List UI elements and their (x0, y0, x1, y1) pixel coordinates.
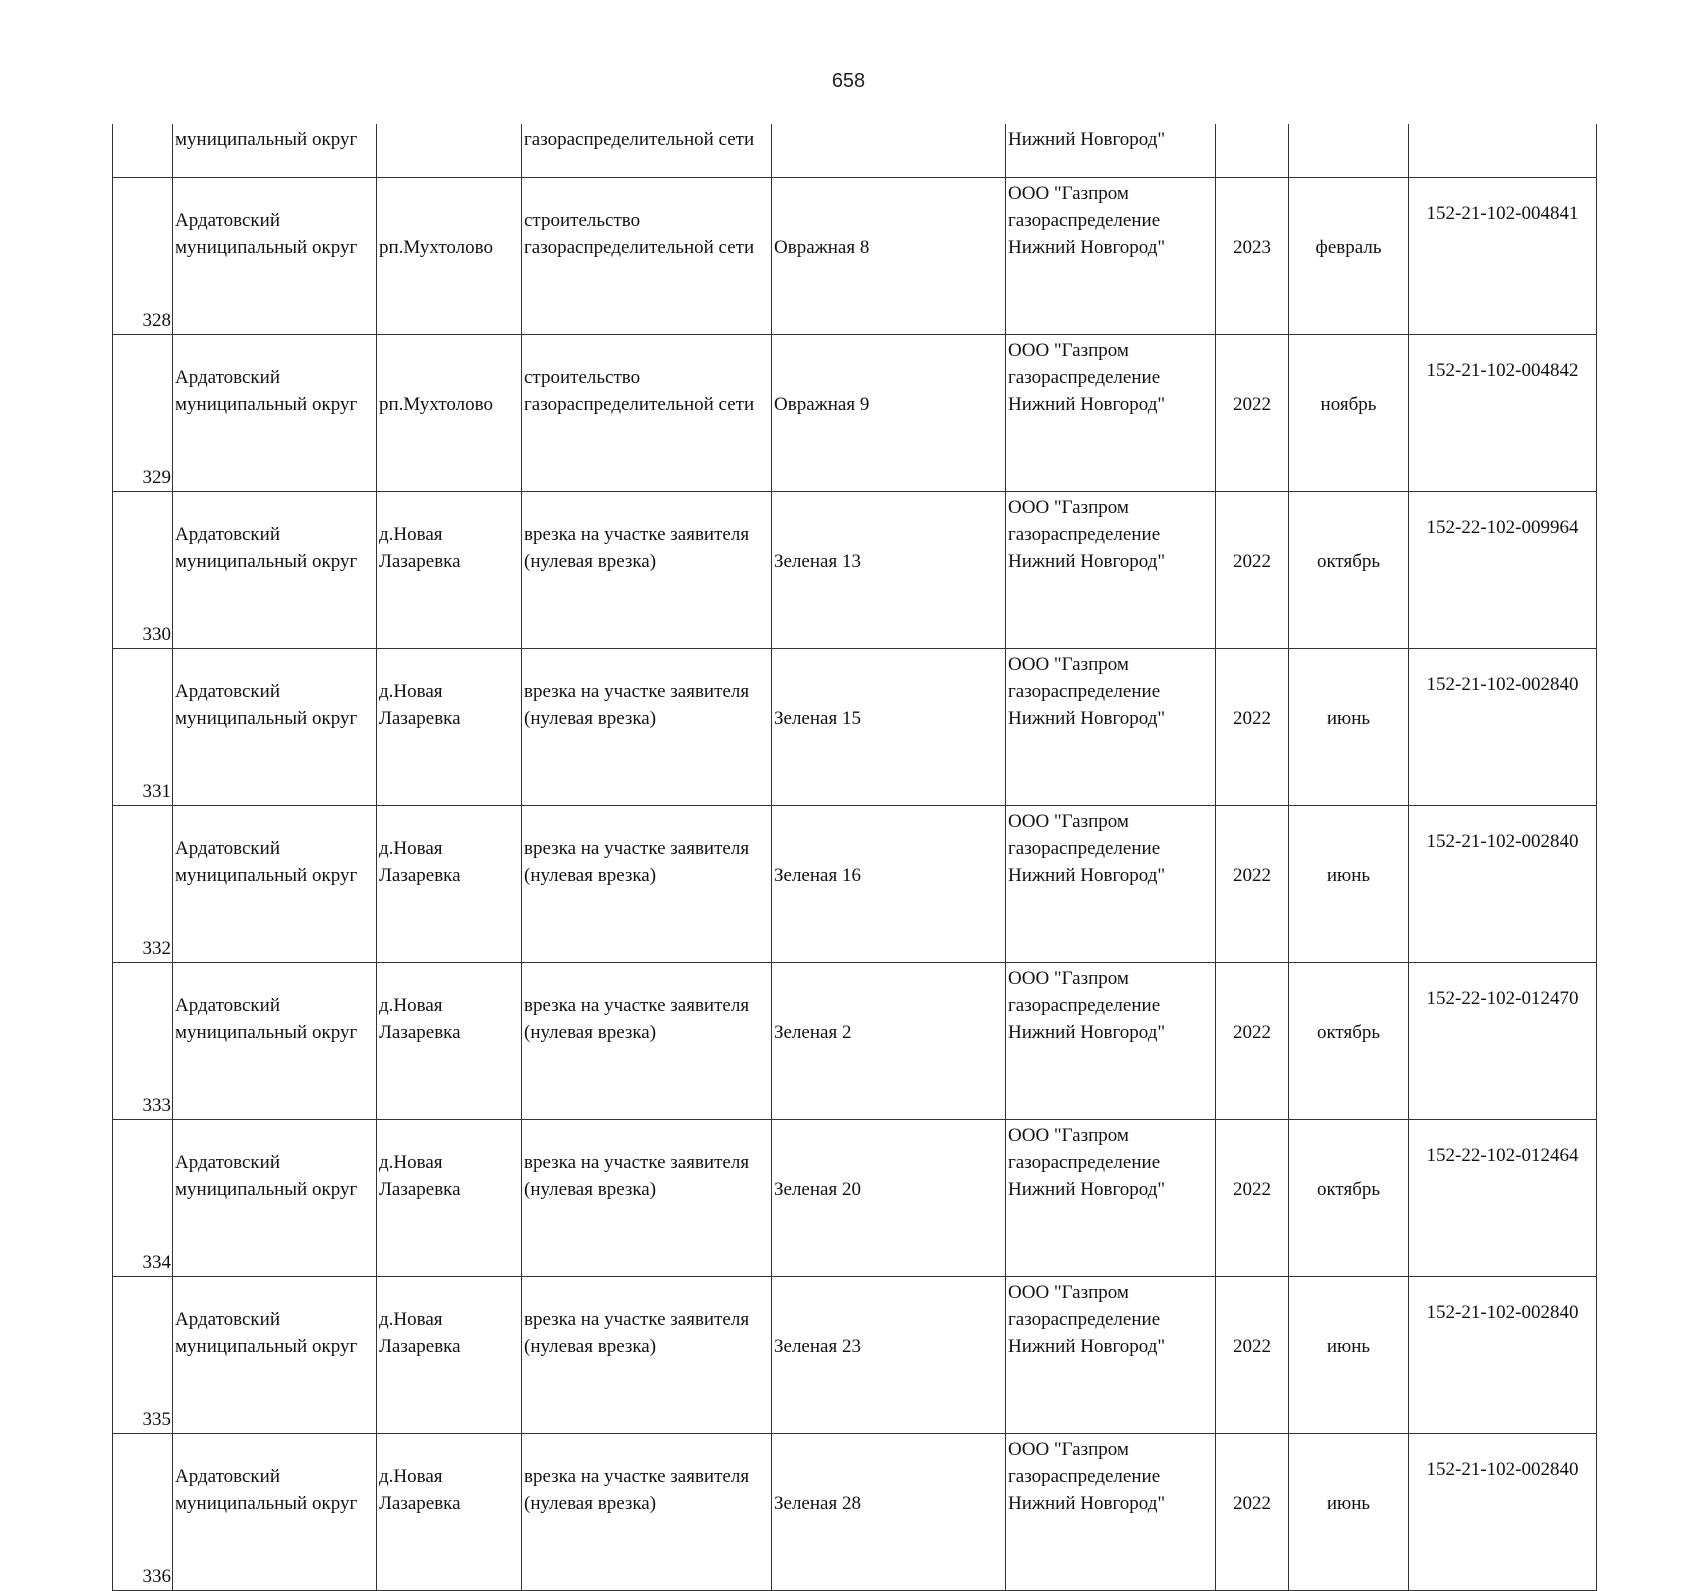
cell-settlement (377, 649, 522, 806)
cell-year: 2022 (1216, 492, 1289, 649)
cell-settlement-line: д.Новая (379, 524, 443, 545)
cell-work (522, 178, 772, 335)
cell-district-line: муниципальный округ (175, 1336, 358, 1357)
cell-work-line: (нулевая врезка) (524, 1493, 657, 1514)
cell-address: Зеленая 15 (772, 649, 1006, 806)
continuation-row (113, 124, 1597, 178)
cell-settlement-line: Лазаревка (379, 708, 461, 729)
cell-district-line: муниципальный округ (175, 1179, 358, 1200)
cell-owner (1006, 1120, 1216, 1277)
row-number: 335 (113, 1277, 173, 1434)
cell-work (522, 963, 772, 1120)
cell-owner-line: Нижний Новгород" (1008, 1493, 1166, 1514)
cell-work-line: врезка на участке заявителя (524, 1152, 750, 1173)
cell-work (522, 1434, 772, 1591)
cell-owner-line: Нижний Новгород" (1008, 1179, 1166, 1200)
cell-district-line: Ардатовский (175, 1466, 280, 1487)
cell-settlement (377, 1434, 522, 1591)
cell-work-line: строительство (524, 210, 641, 231)
cell-num (113, 124, 173, 178)
cell-year: 2022 (1216, 335, 1289, 492)
cell-work: газораспределительной сети (522, 124, 772, 178)
cell-month: июнь (1289, 806, 1409, 963)
cell-work-line: (нулевая врезка) (524, 1336, 657, 1357)
cell-work-line: врезка на участке заявителя (524, 1309, 750, 1330)
cell-work-line: (нулевая врезка) (524, 1179, 657, 1200)
cell-code: 152-21-102-002840 (1409, 649, 1597, 806)
cell-owner (1006, 1277, 1216, 1434)
row-number: 336 (113, 1434, 173, 1591)
cell-owner-line: ООО "Газпром (1008, 968, 1129, 989)
row-number: 334 (113, 1120, 173, 1277)
cell-month: октябрь (1289, 492, 1409, 649)
cell-month (1289, 124, 1409, 178)
cell-work-line: (нулевая врезка) (524, 708, 657, 729)
cell-district-line: Ардатовский (175, 1152, 280, 1173)
cell-settlement (377, 124, 522, 178)
cell-district-line: Ардатовский (175, 838, 280, 859)
row-number: 329 (113, 335, 173, 492)
cell-owner-line: газораспределение (1008, 838, 1161, 859)
cell-address: Зеленая 23 (772, 1277, 1006, 1434)
cell-settlement-line: Лазаревка (379, 551, 461, 572)
register-table (112, 124, 1597, 1591)
row-number: 331 (113, 649, 173, 806)
cell-month: ноябрь (1289, 335, 1409, 492)
cell-owner-line: газораспределение (1008, 995, 1161, 1016)
cell-owner-line: ООО "Газпром (1008, 1282, 1129, 1303)
table-row (113, 806, 1597, 963)
cell-work (522, 1120, 772, 1277)
cell-address: Овражная 8 (772, 178, 1006, 335)
cell-district (173, 806, 377, 963)
cell-owner-line: газораспределение (1008, 681, 1161, 702)
table-row (113, 649, 1597, 806)
cell-owner (1006, 178, 1216, 335)
cell-settlement-line: Лазаревка (379, 1179, 461, 1200)
cell-district: муниципальный округ (173, 124, 377, 178)
cell-district-line: Ардатовский (175, 995, 280, 1016)
cell-work-line: газораспределительной сети (524, 237, 755, 258)
cell-owner-line: газораспределение (1008, 1466, 1161, 1487)
cell-district (173, 649, 377, 806)
cell-settlement-line: д.Новая (379, 681, 443, 702)
cell-owner-line: газораспределение (1008, 210, 1161, 231)
cell-district (173, 335, 377, 492)
cell-settlement-line: рп.Мухтолово (379, 237, 493, 258)
cell-settlement-line: д.Новая (379, 1466, 443, 1487)
cell-owner-line: Нижний Новгород" (1008, 551, 1166, 572)
cell-work-line: врезка на участке заявителя (524, 681, 750, 702)
cell-district-line: Ардатовский (175, 681, 280, 702)
cell-settlement-line: д.Новая (379, 838, 443, 859)
cell-owner-line: ООО "Газпром (1008, 340, 1129, 361)
table-body (113, 124, 1597, 1591)
cell-owner-line: Нижний Новгород" (1008, 865, 1166, 886)
cell-work-line: газораспределительной сети (524, 394, 755, 415)
cell-work-line: врезка на участке заявителя (524, 995, 750, 1016)
cell-code: 152-22-102-012470 (1409, 963, 1597, 1120)
cell-district-line: муниципальный округ (175, 1493, 358, 1514)
cell-work (522, 335, 772, 492)
cell-owner: Нижний Новгород" (1006, 124, 1216, 178)
cell-year: 2022 (1216, 1434, 1289, 1591)
cell-work-line: врезка на участке заявителя (524, 524, 750, 545)
cell-owner-line: газораспределение (1008, 367, 1161, 388)
cell-settlement-line (379, 364, 519, 391)
cell-month: июнь (1289, 1434, 1409, 1591)
cell-work-line: (нулевая врезка) (524, 1022, 657, 1043)
cell-owner-line: ООО "Газпром (1008, 1125, 1129, 1146)
cell-month: октябрь (1289, 963, 1409, 1120)
cell-owner-line: Нижний Новгород" (1008, 1022, 1166, 1043)
cell-owner-line: Нижний Новгород" (1008, 394, 1166, 415)
cell-owner-line: газораспределение (1008, 524, 1161, 545)
cell-settlement-line: Лазаревка (379, 1336, 461, 1357)
cell-month: июнь (1289, 649, 1409, 806)
cell-settlement-line: д.Новая (379, 1152, 443, 1173)
cell-settlement-line (379, 207, 519, 234)
cell-address: Зеленая 2 (772, 963, 1006, 1120)
cell-owner-line: ООО "Газпром (1008, 497, 1129, 518)
cell-owner (1006, 492, 1216, 649)
cell-owner-line: ООО "Газпром (1008, 654, 1129, 675)
cell-settlement-line: Лазаревка (379, 1493, 461, 1514)
cell-settlement-line: д.Новая (379, 995, 443, 1016)
cell-work-line: врезка на участке заявителя (524, 1466, 750, 1487)
cell-code: 152-22-102-012464 (1409, 1120, 1597, 1277)
cell-owner (1006, 806, 1216, 963)
cell-settlement-line: д.Новая (379, 1309, 443, 1330)
cell-code: 152-22-102-009964 (1409, 492, 1597, 649)
cell-work (522, 1277, 772, 1434)
cell-code: 152-21-102-004841 (1409, 178, 1597, 335)
cell-address: Овражная 9 (772, 335, 1006, 492)
cell-year: 2022 (1216, 1120, 1289, 1277)
cell-month: октябрь (1289, 1120, 1409, 1277)
cell-owner-line: ООО "Газпром (1008, 1439, 1129, 1460)
cell-district-line: муниципальный округ (175, 394, 358, 415)
cell-district-line: Ардатовский (175, 524, 280, 545)
cell-code: 152-21-102-002840 (1409, 1434, 1597, 1591)
cell-owner (1006, 963, 1216, 1120)
cell-district-line: муниципальный округ (175, 237, 358, 258)
cell-district (173, 1434, 377, 1591)
cell-district-line: муниципальный округ (175, 708, 358, 729)
cell-settlement-line: Лазаревка (379, 1022, 461, 1043)
row-number: 330 (113, 492, 173, 649)
cell-work (522, 806, 772, 963)
cell-owner-line: Нижний Новгород" (1008, 237, 1166, 258)
table-row (113, 1434, 1597, 1591)
table-row (113, 178, 1597, 335)
cell-address: Зеленая 13 (772, 492, 1006, 649)
cell-work-line: строительство (524, 367, 641, 388)
cell-address: Зеленая 20 (772, 1120, 1006, 1277)
cell-owner (1006, 649, 1216, 806)
row-number: 328 (113, 178, 173, 335)
cell-code: 152-21-102-002840 (1409, 1277, 1597, 1434)
cell-settlement-line: рп.Мухтолово (379, 394, 493, 415)
cell-work-line: (нулевая врезка) (524, 865, 657, 886)
cell-owner-line: ООО "Газпром (1008, 811, 1129, 832)
table-row (113, 1277, 1597, 1434)
row-number: 333 (113, 963, 173, 1120)
cell-year: 2022 (1216, 649, 1289, 806)
cell-settlement (377, 492, 522, 649)
cell-address (772, 124, 1006, 178)
cell-address: Зеленая 16 (772, 806, 1006, 963)
cell-settlement (377, 963, 522, 1120)
cell-owner-line: Нижний Новгород" (1008, 708, 1166, 729)
table-row (113, 1120, 1597, 1277)
cell-district-line: муниципальный округ (175, 865, 358, 886)
cell-code: 152-21-102-004842 (1409, 335, 1597, 492)
page-number: 658 (831, 70, 866, 92)
cell-district-line: Ардатовский (175, 367, 280, 388)
cell-district (173, 492, 377, 649)
cell-settlement (377, 1277, 522, 1434)
cell-work (522, 492, 772, 649)
cell-district-line: муниципальный округ (175, 1022, 358, 1043)
cell-district (173, 178, 377, 335)
cell-settlement (377, 335, 522, 492)
cell-owner (1006, 1434, 1216, 1591)
cell-owner-line: Нижний Новгород" (1008, 1336, 1166, 1357)
cell-settlement (377, 1120, 522, 1277)
cell-year: 2022 (1216, 806, 1289, 963)
cell-year: 2022 (1216, 963, 1289, 1120)
cell-district-line: муниципальный округ (175, 551, 358, 572)
cell-year (1216, 124, 1289, 178)
cell-owner-line: газораспределение (1008, 1152, 1161, 1173)
cell-code: 152-21-102-002840 (1409, 806, 1597, 963)
cell-owner (1006, 335, 1216, 492)
cell-work-line: врезка на участке заявителя (524, 838, 750, 859)
table-row (113, 492, 1597, 649)
cell-address: Зеленая 28 (772, 1434, 1006, 1591)
cell-month: июнь (1289, 1277, 1409, 1434)
cell-work (522, 649, 772, 806)
cell-settlement-line: Лазаревка (379, 865, 461, 886)
cell-year: 2023 (1216, 178, 1289, 335)
table-row (113, 335, 1597, 492)
table-row (113, 963, 1597, 1120)
cell-district-line: Ардатовский (175, 1309, 280, 1330)
cell-settlement (377, 806, 522, 963)
cell-district (173, 963, 377, 1120)
cell-owner-line: ООО "Газпром (1008, 183, 1129, 204)
cell-code (1409, 124, 1597, 178)
cell-settlement (377, 178, 522, 335)
cell-district (173, 1120, 377, 1277)
cell-district-line: Ардатовский (175, 210, 280, 231)
row-number: 332 (113, 806, 173, 963)
cell-year: 2022 (1216, 1277, 1289, 1434)
cell-district (173, 1277, 377, 1434)
cell-month: февраль (1289, 178, 1409, 335)
cell-owner-line: газораспределение (1008, 1309, 1161, 1330)
cell-work-line: (нулевая врезка) (524, 551, 657, 572)
